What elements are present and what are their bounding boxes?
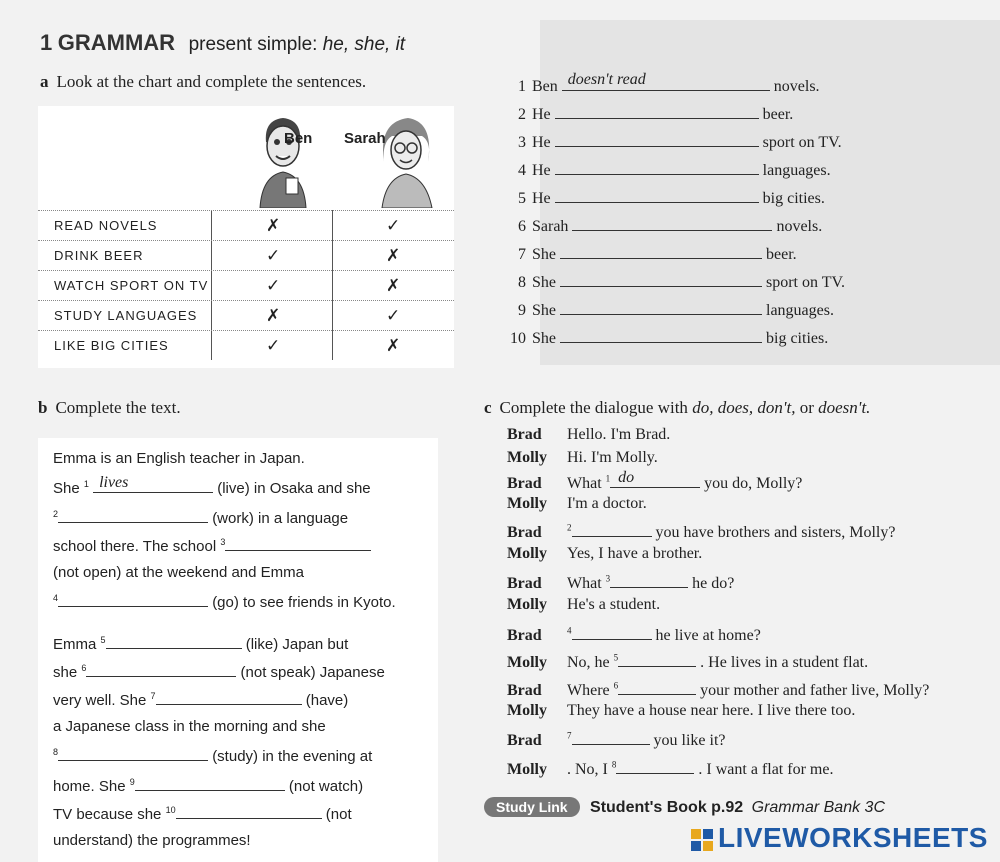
gap-6[interactable] (86, 662, 236, 677)
speaker: Molly (507, 449, 547, 466)
column-header-ben: Ben (284, 130, 313, 147)
chart-row-drink-beer (38, 240, 454, 271)
chart-box (38, 106, 454, 368)
dialogue-line: Brad Hello. I'm Brad. (507, 426, 671, 443)
dialogue-line: Molly Hi. I'm Molly. (507, 449, 658, 466)
gap-2[interactable] (58, 508, 208, 523)
sarah-mark: ✗ (386, 246, 401, 265)
study-link-book: Student's Book p.92 (590, 799, 744, 816)
dialogue-line: Brad Where $^6$ your mother and father live, Molly? (507, 680, 930, 699)
row-label: DRINK BEER (54, 248, 144, 263)
answer-blank[interactable] (555, 158, 759, 175)
speaker: Brad (507, 682, 542, 699)
answer-blank[interactable] (560, 242, 762, 259)
part-c-instruction: c Complete the dialogue with do, does, don't, or doesn't. (484, 398, 871, 417)
sentence-3: 3 He sport on TV. (504, 130, 842, 152)
part-b-instruction: b Complete the text. (38, 398, 181, 417)
speaker: Molly (507, 495, 547, 512)
dialogue-line: Brad $^4$ he live at home? (507, 625, 761, 644)
text-line: she $^6$ (not speak) Japanese (53, 663, 385, 681)
answer-blank[interactable] (572, 214, 772, 231)
gap-4[interactable] (58, 592, 208, 607)
text-box (38, 438, 438, 862)
sentence-8: 8 She sport on TV. (504, 270, 845, 292)
liveworksheets-logo[interactable]: LIVEWORKSHEETS (690, 822, 988, 854)
dialogue-gap[interactable] (572, 624, 652, 640)
ben-face-icon (256, 112, 313, 208)
section-word: GRAMMAR (57, 30, 176, 55)
study-link-pill[interactable]: Study Link (484, 797, 580, 817)
dialogue-line: Brad What $^1$ do you do, Molly? (507, 469, 803, 492)
sarah-face-icon (376, 112, 438, 208)
sarah-mark: ✗ (386, 336, 401, 355)
chart-row-read-novels (38, 210, 454, 241)
ben-mark: ✓ (266, 336, 281, 355)
dialogue-line: Molly No, he $^5$ . He lives in a student flat. (507, 652, 869, 671)
gap-5[interactable] (106, 634, 242, 649)
text-line: $^8$ (study) in the evening at (53, 747, 373, 765)
dialogue-gap[interactable] (572, 521, 652, 537)
dialogue-gap[interactable] (610, 572, 688, 588)
text-line: understand) the programmes! (53, 832, 251, 849)
row-label: STUDY LANGUAGES (54, 308, 198, 323)
speaker: Brad (507, 475, 542, 492)
section-title (40, 30, 405, 56)
text-line: TV because she $^{10}$ (not (53, 805, 352, 823)
speaker: Brad (507, 627, 542, 644)
chart-row-like-big-cities (38, 330, 454, 361)
gap-1[interactable]: lives (93, 478, 213, 493)
speaker: Brad (507, 426, 542, 443)
dialogue-line: Molly . No, I $^8$ . I want a flat for me. (507, 759, 834, 778)
speaker: Brad (507, 524, 542, 541)
speaker: Molly (507, 761, 547, 778)
speaker: Molly (507, 596, 547, 613)
ben-mark: ✓ (266, 246, 281, 265)
text-line: (not open) at the weekend and Emma (53, 564, 304, 581)
sentence-6: 6 Sarah novels. (504, 214, 822, 236)
liveworksheets-logo-icon (690, 828, 714, 852)
sentence-7: 7 She beer. (504, 242, 797, 264)
row-label: LIKE BIG CITIES (54, 338, 169, 353)
sentence-1: 1 Ben doesn't read novels. (518, 71, 820, 95)
sentence-5: 5 He big cities. (504, 186, 825, 208)
text-line: very well. She $^7$ (have) (53, 691, 349, 709)
sentence-2: 2 He beer. (504, 102, 793, 124)
ben-mark: ✗ (266, 216, 281, 235)
speaker: Brad (507, 732, 542, 749)
dialogue-gap[interactable]: do (610, 472, 700, 488)
dialogue-line: Molly Yes, I have a brother. (507, 545, 703, 562)
answer-blank[interactable] (555, 130, 759, 147)
text-line: Emma $^5$ (like) Japan but (53, 635, 349, 653)
dialogue-line: Molly I'm a doctor. (507, 495, 647, 512)
gap-9[interactable] (135, 776, 285, 791)
sarah-mark: ✓ (386, 216, 401, 235)
gap-3[interactable] (225, 536, 371, 551)
study-link (484, 797, 885, 817)
speaker: Molly (507, 545, 547, 562)
dialogue-gap[interactable] (618, 679, 696, 695)
section-number: 1 (40, 30, 53, 55)
dialogue-line: Brad $^2$ you have brothers and sisters, Molly? (507, 522, 896, 541)
sentence-4: 4 He languages. (504, 158, 831, 180)
text-line: $^4$ (go) to see friends in Kyoto. (53, 593, 396, 611)
speaker: Molly (507, 702, 547, 719)
sentence-9: 9 She languages. (504, 298, 834, 320)
answer-blank[interactable] (555, 102, 759, 119)
gap-8[interactable] (58, 746, 208, 761)
row-label: WATCH SPORT ON TV (54, 278, 209, 293)
dialogue-gap[interactable] (618, 651, 696, 667)
dialogue-line: Brad $^7$ you like it? (507, 730, 726, 749)
dialogue-line: Brad What $^3$ he do? (507, 573, 735, 592)
section-subtitle: present simple: he, she, it (188, 34, 406, 55)
dialogue-gap[interactable] (616, 758, 694, 774)
sarah-mark: ✗ (386, 276, 401, 295)
study-link-bank: Grammar Bank 3C (751, 799, 885, 816)
gap-10[interactable] (176, 804, 322, 819)
dialogue-line: Molly He's a student. (507, 596, 661, 613)
ben-mark: ✗ (266, 306, 281, 325)
answer-blank[interactable] (560, 326, 762, 343)
part-a-instruction: a Look at the chart and complete the sentences. (40, 72, 367, 91)
sentence-10: 10 She big cities. (504, 326, 828, 348)
speaker: Molly (507, 654, 547, 671)
row-label: READ NOVELS (54, 218, 158, 233)
answer-blank[interactable] (560, 298, 762, 315)
text-line: a Japanese class in the morning and she (53, 718, 326, 735)
text-line: She $^1$ lives (live) in Osaka and she (53, 474, 371, 497)
ben-mark: ✓ (266, 276, 281, 295)
dialogue-gap[interactable] (572, 729, 650, 745)
text-line: school there. The school $^3$ (53, 536, 371, 555)
text-line: $^2$ (work) in a language (53, 509, 349, 527)
text-line: Emma is an English teacher in Japan. (53, 450, 305, 467)
chart-row-watch-sport (38, 270, 454, 301)
answer-blank[interactable]: doesn't read (562, 74, 770, 91)
answer-blank[interactable] (555, 186, 759, 203)
dialogue-line: Molly They have a house near here. I live there too. (507, 702, 856, 719)
sarah-mark: ✓ (386, 306, 401, 325)
column-header-sarah: Sarah (344, 130, 386, 147)
chart-row-study-languages (38, 300, 454, 331)
speaker: Brad (507, 575, 542, 592)
answer-blank[interactable] (560, 270, 762, 287)
gap-7[interactable] (156, 690, 302, 705)
text-line: home. She $^9$ (not watch) (53, 777, 364, 795)
